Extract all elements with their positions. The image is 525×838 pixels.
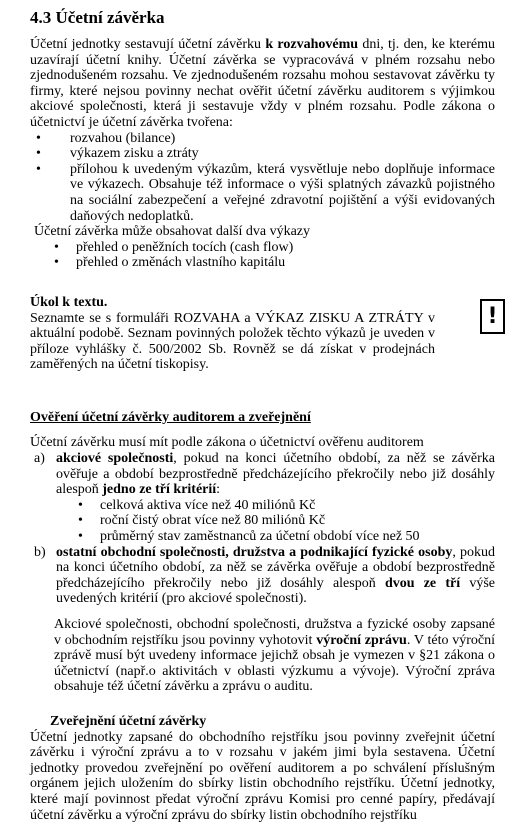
joint-stock-label: akciové společnosti bbox=[56, 451, 174, 467]
list-item-b bbox=[30, 545, 495, 607]
task-section bbox=[30, 294, 498, 373]
intro-text-1: Účetní jednotky sestavují účetní závěrku bbox=[30, 37, 266, 52]
task-title: Úkol k textu. bbox=[30, 294, 108, 310]
list-item-bold: dvou ze tří bbox=[384, 575, 461, 591]
audit-section bbox=[30, 410, 495, 695]
list-item: • rozvahou (bilance) bbox=[30, 131, 495, 147]
list-item: • přehled o peněžních tocích (cash flow) bbox=[30, 240, 495, 256]
list-item-end: výše uvedených kritérií (pro akciové společnosti). bbox=[56, 575, 495, 607]
other-companies-label: ostatní obchodní společnosti, družstva a podnikající fyzické osoby bbox=[56, 544, 453, 560]
intro-text-2: dni, tj. den, ke kterému uzavírají účetní knihy. Účetní závěrka se vypracovává v plném rozsahu nebo zjednodušeném rozsahu. Ve zjednodušeném rozsahu mohou sestavovat závěrku ty firmy, které nejsou povinny nechat ověřit účetní závěrku auditorem s výjimkou akciové společnosti, která ji sestavuje vždy v plném rozsahu. Podle zákona o účetnictví je účetní závěrka tvořena: bbox=[30, 37, 495, 130]
annual-report-term: výroční zprávu bbox=[316, 632, 407, 648]
list-marker: b) bbox=[34, 544, 46, 560]
list-item-end: : bbox=[216, 482, 221, 498]
exclamation-icon bbox=[480, 299, 505, 334]
list-item-text: , pokud na konci účetního období, za něž se závěrka ověřuje a období bezprostředně předcházejícího překročily nebo již dosáhly alespoň bbox=[56, 451, 495, 498]
list-item-text: , pokud na konci účetního období, za něž se závěrka ověřuje a období bezprostředně předcházejícího překročily nebo již dosáhly alespoň bbox=[56, 544, 495, 591]
list-item-a bbox=[30, 451, 495, 545]
audit-title: Ověření účetní závěrky auditorem a zveřejnění bbox=[30, 409, 311, 425]
annual-text-1: Akciové společnosti, obchodní společnosti, družstva a fyzické osoby zapsané v obchodním rejstříku jsou povinny vyhotovit bbox=[54, 617, 495, 648]
annual-text-2: . V této výroční zprávě musí být uvedeny informace jejichž obsah je vymezen v §21 zákona o účetnictví (např.o aktivitách v oblasti výzkumu a vývoje). Výroční zpráva obsahuje též účetní závěrku a zprávu o auditu. bbox=[54, 632, 495, 695]
criteria-item: • průměrný stav zaměstnanců za účetní období více než 50 bbox=[56, 529, 495, 545]
optional-statements-list bbox=[30, 240, 495, 271]
list-item: • přehled o změnách vlastního kapitálu bbox=[30, 255, 495, 271]
criteria-item: • roční čistý obrat více než 80 miliónů Kč bbox=[56, 513, 495, 529]
audit-lead: Účetní závěrku musí mít podle zákona o účetnictví ověřenu auditorem bbox=[30, 435, 424, 451]
intro-bold-term: k rozvahovému bbox=[265, 37, 359, 52]
criteria-list bbox=[56, 498, 495, 545]
list-marker: a) bbox=[34, 451, 45, 467]
audit-criteria-list bbox=[30, 451, 495, 607]
list-item-bold: jedno ze tří kritérií bbox=[102, 482, 217, 498]
publish-title: Zveřejnění účetní závěrky bbox=[50, 713, 207, 729]
task-text: Seznamte se s formuláři ROZVAHA a VÝKAZ ZISKU A ZTRÁTY v aktuální podobě. Seznam povinných položek těchto výkazů je uveden v příloze vyhlášky č. 500/2002 Sb. Rovněž se dá získat v prodejnách zaměřených na účetní tiskopisy. bbox=[30, 310, 435, 373]
criteria-item: • celková aktiva více než 40 miliónů Kč bbox=[56, 498, 495, 514]
list-item: • přílohou k uvedeným výkazům, která vysvětluje nebo doplňuje informace ve výkazech. Obsahuje též informace o výši splatných závazků pojistného na sociální zabezpečení a veřejné zdravotní pojištění a výši evidovaných daňových nedoplatků. bbox=[30, 162, 495, 224]
annual-report-paragraph bbox=[30, 617, 495, 695]
optional-statements-line: Účetní závěrka může obsahovat další dva výkazy bbox=[34, 224, 311, 240]
exclamation-symbol: ! bbox=[487, 303, 498, 329]
publish-section bbox=[30, 714, 495, 823]
intro-paragraph bbox=[30, 37, 495, 131]
list-item: • výkazem zisku a ztráty bbox=[30, 146, 495, 162]
section-heading: 4.3 Účetní závěrka bbox=[30, 8, 165, 27]
components-list bbox=[30, 131, 495, 225]
publish-text: Účetní jednotky zapsané do obchodního rejstříku jsou povinny zveřejnit účetní závěrku i výroční zprávu a to v rozsahu v jakém jimi byla sestavena. Účetní jednotky provedou zveřejnění po ověření auditorem a po schválení příslušným orgánem jejich uložením do sbírky listin obchodního rejstříku. Účetní jednotky, které mají povinnost předat výroční zprávu Komisi pro cenné papíry, předávají účetní závěrku a výroční zprávu do sbírky listin obchodního rejstříku bbox=[30, 729, 495, 823]
